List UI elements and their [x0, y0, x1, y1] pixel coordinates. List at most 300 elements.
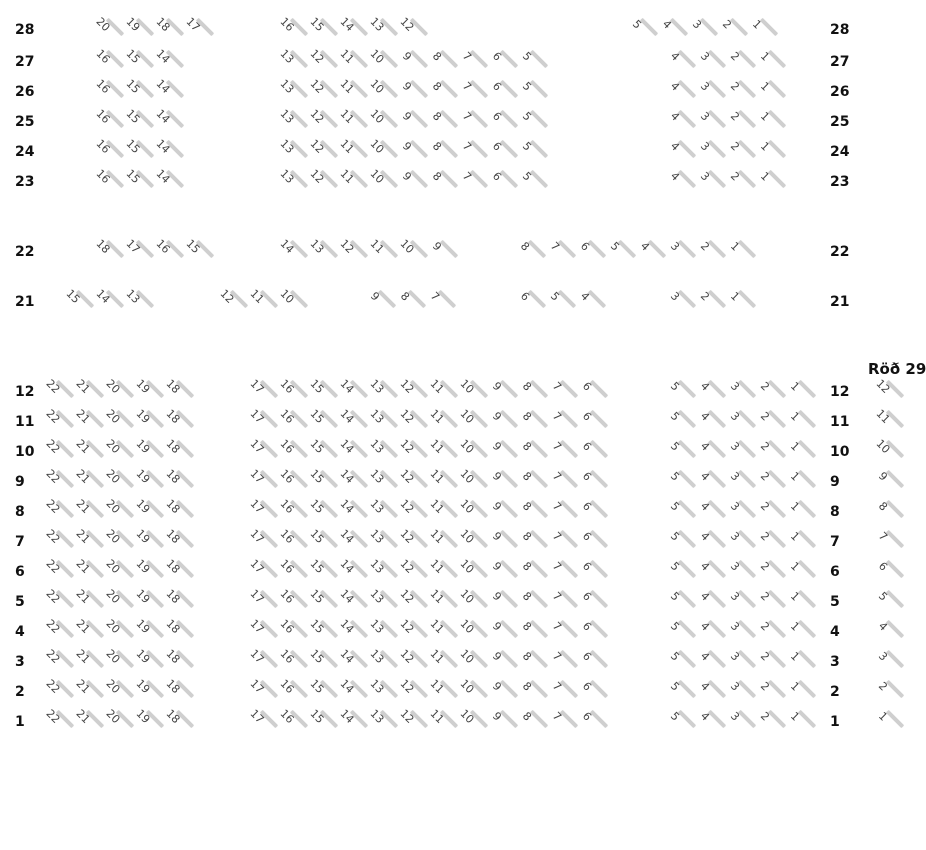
- seat-r4-3[interactable]: [724, 616, 754, 640]
- seat-r5-22[interactable]: [42, 586, 72, 610]
- seat-r23-2[interactable]: [724, 166, 754, 190]
- seat-r7-20[interactable]: [102, 526, 132, 550]
- seat-r6-6[interactable]: [576, 556, 606, 580]
- seat-r3-16[interactable]: [276, 646, 306, 670]
- seat-r11-4[interactable]: [694, 406, 724, 430]
- seat-r23-9[interactable]: [396, 166, 426, 190]
- seat-r28-3[interactable]: [686, 14, 716, 38]
- seat-r11-7[interactable]: [546, 406, 576, 430]
- seat-r27-4[interactable]: [664, 46, 694, 70]
- seat-r7-2[interactable]: [754, 526, 784, 550]
- seat-r9-10[interactable]: [456, 466, 486, 490]
- seat-r4-12[interactable]: [396, 616, 426, 640]
- seat-r24-3[interactable]: [694, 136, 724, 160]
- seat-r11-11[interactable]: [426, 406, 456, 430]
- seat-r2-6[interactable]: [576, 676, 606, 700]
- seat-r3-1[interactable]: [784, 646, 814, 670]
- seat-r8-1[interactable]: [784, 496, 814, 520]
- seat-r4-8[interactable]: [516, 616, 546, 640]
- seat-r24-15[interactable]: [122, 136, 152, 160]
- seat-r8-15[interactable]: [306, 496, 336, 520]
- seat-r25-12[interactable]: [306, 106, 336, 130]
- seat-r25-16[interactable]: [92, 106, 122, 130]
- seat-r6-2[interactable]: [754, 556, 784, 580]
- seat-r8-13[interactable]: [366, 496, 396, 520]
- seat-r24-1[interactable]: [754, 136, 784, 160]
- seat-r26-14[interactable]: [152, 76, 182, 100]
- seat-r12-13[interactable]: [366, 376, 396, 400]
- seat-r25-8[interactable]: [426, 106, 456, 130]
- seat-r28-17[interactable]: [182, 14, 212, 38]
- seat-r6-5[interactable]: [664, 556, 694, 580]
- seat-r2-10[interactable]: [456, 676, 486, 700]
- seat-r1-18[interactable]: [162, 706, 192, 730]
- seat-r6-18[interactable]: [162, 556, 192, 580]
- seat-r22-11[interactable]: [366, 236, 396, 260]
- seat-r24-8[interactable]: [426, 136, 456, 160]
- seat-r5-12[interactable]: [396, 586, 426, 610]
- seat-r27-12[interactable]: [306, 46, 336, 70]
- seat-r11-10[interactable]: [456, 406, 486, 430]
- seat-r1-20[interactable]: [102, 706, 132, 730]
- seat-r12-8[interactable]: [516, 376, 546, 400]
- seat-r26-4[interactable]: [664, 76, 694, 100]
- seat-r10-10[interactable]: [456, 436, 486, 460]
- seat-r12-10[interactable]: [456, 376, 486, 400]
- seat-r28-12[interactable]: [396, 14, 426, 38]
- seat-r2-4[interactable]: [694, 676, 724, 700]
- seat-r5-6[interactable]: [576, 586, 606, 610]
- seat-r25-9[interactable]: [396, 106, 426, 130]
- seat-r5-1[interactable]: [784, 586, 814, 610]
- seat-r28-5[interactable]: [626, 14, 656, 38]
- seat-r27-6[interactable]: [486, 46, 516, 70]
- seat-r5-21[interactable]: [72, 586, 102, 610]
- seat-r8-4[interactable]: [694, 496, 724, 520]
- seat-r10-19[interactable]: [132, 436, 162, 460]
- seat-r27-10[interactable]: [366, 46, 396, 70]
- seat-r28-14[interactable]: [336, 14, 366, 38]
- seat-r10-8[interactable]: [516, 436, 546, 460]
- seat-r27-16[interactable]: [92, 46, 122, 70]
- seat-r12-12[interactable]: [396, 376, 426, 400]
- seat-r22-15[interactable]: [182, 236, 212, 260]
- seat-r3-15[interactable]: [306, 646, 336, 670]
- seat-r21-2[interactable]: [694, 286, 724, 310]
- seat-r24-13[interactable]: [276, 136, 306, 160]
- seat-r4-6[interactable]: [576, 616, 606, 640]
- seat-r9-20[interactable]: [102, 466, 132, 490]
- seat-r29-12[interactable]: [872, 376, 902, 400]
- seat-r9-1[interactable]: [784, 466, 814, 490]
- seat-r4-17[interactable]: [246, 616, 276, 640]
- seat-r10-14[interactable]: [336, 436, 366, 460]
- seat-r1-16[interactable]: [276, 706, 306, 730]
- seat-r7-22[interactable]: [42, 526, 72, 550]
- seat-r5-10[interactable]: [456, 586, 486, 610]
- seat-r2-5[interactable]: [664, 676, 694, 700]
- seat-r23-14[interactable]: [152, 166, 182, 190]
- seat-r11-20[interactable]: [102, 406, 132, 430]
- seat-r8-2[interactable]: [754, 496, 784, 520]
- seat-r2-9[interactable]: [486, 676, 516, 700]
- seat-r27-13[interactable]: [276, 46, 306, 70]
- seat-r10-7[interactable]: [546, 436, 576, 460]
- seat-r28-19[interactable]: [122, 14, 152, 38]
- seat-r22-8[interactable]: [514, 236, 544, 260]
- seat-r23-3[interactable]: [694, 166, 724, 190]
- seat-r26-8[interactable]: [426, 76, 456, 100]
- seat-r26-13[interactable]: [276, 76, 306, 100]
- seat-r25-10[interactable]: [366, 106, 396, 130]
- seat-r28-16[interactable]: [276, 14, 306, 38]
- seat-r4-20[interactable]: [102, 616, 132, 640]
- seat-r4-7[interactable]: [546, 616, 576, 640]
- seat-r7-15[interactable]: [306, 526, 336, 550]
- seat-r9-5[interactable]: [664, 466, 694, 490]
- seat-r25-3[interactable]: [694, 106, 724, 130]
- seat-r6-17[interactable]: [246, 556, 276, 580]
- seat-r26-7[interactable]: [456, 76, 486, 100]
- seat-r6-1[interactable]: [784, 556, 814, 580]
- seat-r27-11[interactable]: [336, 46, 366, 70]
- seat-r6-11[interactable]: [426, 556, 456, 580]
- seat-r4-15[interactable]: [306, 616, 336, 640]
- seat-r4-2[interactable]: [754, 616, 784, 640]
- seat-r7-6[interactable]: [576, 526, 606, 550]
- seat-r21-3[interactable]: [664, 286, 694, 310]
- seat-r9-18[interactable]: [162, 466, 192, 490]
- seat-r3-7[interactable]: [546, 646, 576, 670]
- seat-r8-21[interactable]: [72, 496, 102, 520]
- seat-r1-8[interactable]: [516, 706, 546, 730]
- seat-r8-8[interactable]: [516, 496, 546, 520]
- seat-r8-10[interactable]: [456, 496, 486, 520]
- seat-r5-20[interactable]: [102, 586, 132, 610]
- seat-r7-12[interactable]: [396, 526, 426, 550]
- seat-r29-3[interactable]: [872, 646, 902, 670]
- seat-r24-6[interactable]: [486, 136, 516, 160]
- seat-r29-10[interactable]: [872, 436, 902, 460]
- seat-r3-20[interactable]: [102, 646, 132, 670]
- seat-r4-5[interactable]: [664, 616, 694, 640]
- seat-r23-5[interactable]: [516, 166, 546, 190]
- seat-r8-16[interactable]: [276, 496, 306, 520]
- seat-r3-17[interactable]: [246, 646, 276, 670]
- seat-r7-5[interactable]: [664, 526, 694, 550]
- seat-r12-2[interactable]: [754, 376, 784, 400]
- seat-r3-9[interactable]: [486, 646, 516, 670]
- seat-r10-13[interactable]: [366, 436, 396, 460]
- seat-r12-15[interactable]: [306, 376, 336, 400]
- seat-r22-5[interactable]: [604, 236, 634, 260]
- seat-r11-16[interactable]: [276, 406, 306, 430]
- seat-r8-9[interactable]: [486, 496, 516, 520]
- seat-r5-11[interactable]: [426, 586, 456, 610]
- seat-r22-6[interactable]: [574, 236, 604, 260]
- seat-r1-3[interactable]: [724, 706, 754, 730]
- seat-r9-3[interactable]: [724, 466, 754, 490]
- seat-r1-21[interactable]: [72, 706, 102, 730]
- seat-r25-5[interactable]: [516, 106, 546, 130]
- seat-r11-19[interactable]: [132, 406, 162, 430]
- seat-r24-11[interactable]: [336, 136, 366, 160]
- seat-r7-11[interactable]: [426, 526, 456, 550]
- seat-r10-17[interactable]: [246, 436, 276, 460]
- seat-r7-4[interactable]: [694, 526, 724, 550]
- seat-r24-7[interactable]: [456, 136, 486, 160]
- seat-r8-6[interactable]: [576, 496, 606, 520]
- seat-r27-9[interactable]: [396, 46, 426, 70]
- seat-r6-21[interactable]: [72, 556, 102, 580]
- seat-r25-14[interactable]: [152, 106, 182, 130]
- seat-r22-3[interactable]: [664, 236, 694, 260]
- seat-r26-1[interactable]: [754, 76, 784, 100]
- seat-r10-18[interactable]: [162, 436, 192, 460]
- seat-r26-2[interactable]: [724, 76, 754, 100]
- seat-r24-16[interactable]: [92, 136, 122, 160]
- seat-r2-22[interactable]: [42, 676, 72, 700]
- seat-r3-22[interactable]: [42, 646, 72, 670]
- seat-r5-19[interactable]: [132, 586, 162, 610]
- seat-r9-4[interactable]: [694, 466, 724, 490]
- seat-r4-18[interactable]: [162, 616, 192, 640]
- seat-r10-2[interactable]: [754, 436, 784, 460]
- seat-r11-14[interactable]: [336, 406, 366, 430]
- seat-r26-3[interactable]: [694, 76, 724, 100]
- seat-r7-17[interactable]: [246, 526, 276, 550]
- seat-r4-14[interactable]: [336, 616, 366, 640]
- seat-r22-14[interactable]: [276, 236, 306, 260]
- seat-r25-4[interactable]: [664, 106, 694, 130]
- seat-r22-16[interactable]: [152, 236, 182, 260]
- seat-r7-3[interactable]: [724, 526, 754, 550]
- seat-r23-10[interactable]: [366, 166, 396, 190]
- seat-r5-17[interactable]: [246, 586, 276, 610]
- seat-r23-16[interactable]: [92, 166, 122, 190]
- seat-r5-13[interactable]: [366, 586, 396, 610]
- seat-r1-14[interactable]: [336, 706, 366, 730]
- seat-r2-19[interactable]: [132, 676, 162, 700]
- seat-r1-7[interactable]: [546, 706, 576, 730]
- seat-r10-16[interactable]: [276, 436, 306, 460]
- seat-r21-5[interactable]: [544, 286, 574, 310]
- seat-r23-7[interactable]: [456, 166, 486, 190]
- seat-r6-15[interactable]: [306, 556, 336, 580]
- seat-r11-1[interactable]: [784, 406, 814, 430]
- seat-r9-12[interactable]: [396, 466, 426, 490]
- seat-r8-20[interactable]: [102, 496, 132, 520]
- seat-r27-3[interactable]: [694, 46, 724, 70]
- seat-r9-13[interactable]: [366, 466, 396, 490]
- seat-r27-14[interactable]: [152, 46, 182, 70]
- seat-r6-4[interactable]: [694, 556, 724, 580]
- seat-r24-12[interactable]: [306, 136, 336, 160]
- seat-r9-6[interactable]: [576, 466, 606, 490]
- seat-r11-5[interactable]: [664, 406, 694, 430]
- seat-r3-5[interactable]: [664, 646, 694, 670]
- seat-r27-15[interactable]: [122, 46, 152, 70]
- seat-r29-2[interactable]: [872, 676, 902, 700]
- seat-r28-15[interactable]: [306, 14, 336, 38]
- seat-r5-14[interactable]: [336, 586, 366, 610]
- seat-r4-16[interactable]: [276, 616, 306, 640]
- seat-r8-14[interactable]: [336, 496, 366, 520]
- seat-r3-10[interactable]: [456, 646, 486, 670]
- seat-r7-16[interactable]: [276, 526, 306, 550]
- seat-r26-15[interactable]: [122, 76, 152, 100]
- seat-r10-20[interactable]: [102, 436, 132, 460]
- seat-r9-9[interactable]: [486, 466, 516, 490]
- seat-r28-4[interactable]: [656, 14, 686, 38]
- seat-r22-13[interactable]: [306, 236, 336, 260]
- seat-r25-1[interactable]: [754, 106, 784, 130]
- seat-r22-9[interactable]: [426, 236, 456, 260]
- seat-r9-14[interactable]: [336, 466, 366, 490]
- seat-r9-8[interactable]: [516, 466, 546, 490]
- seat-r27-8[interactable]: [426, 46, 456, 70]
- seat-r6-20[interactable]: [102, 556, 132, 580]
- seat-r6-8[interactable]: [516, 556, 546, 580]
- seat-r11-18[interactable]: [162, 406, 192, 430]
- seat-r2-8[interactable]: [516, 676, 546, 700]
- seat-r22-18[interactable]: [92, 236, 122, 260]
- seat-r26-10[interactable]: [366, 76, 396, 100]
- seat-r1-12[interactable]: [396, 706, 426, 730]
- seat-r11-22[interactable]: [42, 406, 72, 430]
- seat-r28-2[interactable]: [716, 14, 746, 38]
- seat-r12-6[interactable]: [576, 376, 606, 400]
- seat-r28-1[interactable]: [746, 14, 776, 38]
- seat-r25-15[interactable]: [122, 106, 152, 130]
- seat-r3-19[interactable]: [132, 646, 162, 670]
- seat-r4-22[interactable]: [42, 616, 72, 640]
- seat-r2-11[interactable]: [426, 676, 456, 700]
- seat-r7-9[interactable]: [486, 526, 516, 550]
- seat-r12-19[interactable]: [132, 376, 162, 400]
- seat-r2-7[interactable]: [546, 676, 576, 700]
- seat-r5-15[interactable]: [306, 586, 336, 610]
- seat-r21-8[interactable]: [394, 286, 424, 310]
- seat-r10-3[interactable]: [724, 436, 754, 460]
- seat-r7-10[interactable]: [456, 526, 486, 550]
- seat-r7-8[interactable]: [516, 526, 546, 550]
- seat-r8-12[interactable]: [396, 496, 426, 520]
- seat-r11-3[interactable]: [724, 406, 754, 430]
- seat-r27-1[interactable]: [754, 46, 784, 70]
- seat-r5-16[interactable]: [276, 586, 306, 610]
- seat-r9-17[interactable]: [246, 466, 276, 490]
- seat-r22-4[interactable]: [634, 236, 664, 260]
- seat-r7-14[interactable]: [336, 526, 366, 550]
- seat-r5-18[interactable]: [162, 586, 192, 610]
- seat-r25-7[interactable]: [456, 106, 486, 130]
- seat-r2-18[interactable]: [162, 676, 192, 700]
- seat-r11-12[interactable]: [396, 406, 426, 430]
- seat-r23-11[interactable]: [336, 166, 366, 190]
- seat-r24-4[interactable]: [664, 136, 694, 160]
- seat-r22-17[interactable]: [122, 236, 152, 260]
- seat-r4-11[interactable]: [426, 616, 456, 640]
- seat-r2-14[interactable]: [336, 676, 366, 700]
- seat-r12-4[interactable]: [694, 376, 724, 400]
- seat-r1-9[interactable]: [486, 706, 516, 730]
- seat-r11-6[interactable]: [576, 406, 606, 430]
- seat-r21-11[interactable]: [246, 286, 276, 310]
- seat-r8-3[interactable]: [724, 496, 754, 520]
- seat-r3-18[interactable]: [162, 646, 192, 670]
- seat-r8-22[interactable]: [42, 496, 72, 520]
- seat-r12-5[interactable]: [664, 376, 694, 400]
- seat-r1-6[interactable]: [576, 706, 606, 730]
- seat-r22-2[interactable]: [694, 236, 724, 260]
- seat-r21-13[interactable]: [122, 286, 152, 310]
- seat-r3-8[interactable]: [516, 646, 546, 670]
- seat-r27-7[interactable]: [456, 46, 486, 70]
- seat-r10-4[interactable]: [694, 436, 724, 460]
- seat-r26-12[interactable]: [306, 76, 336, 100]
- seat-r12-20[interactable]: [102, 376, 132, 400]
- seat-r27-5[interactable]: [516, 46, 546, 70]
- seat-r21-12[interactable]: [216, 286, 246, 310]
- seat-r26-6[interactable]: [486, 76, 516, 100]
- seat-r11-17[interactable]: [246, 406, 276, 430]
- seat-r10-12[interactable]: [396, 436, 426, 460]
- seat-r24-10[interactable]: [366, 136, 396, 160]
- seat-r23-1[interactable]: [754, 166, 784, 190]
- seat-r7-21[interactable]: [72, 526, 102, 550]
- seat-r26-5[interactable]: [516, 76, 546, 100]
- seat-r3-14[interactable]: [336, 646, 366, 670]
- seat-r7-7[interactable]: [546, 526, 576, 550]
- seat-r21-15[interactable]: [62, 286, 92, 310]
- seat-r6-16[interactable]: [276, 556, 306, 580]
- seat-r6-12[interactable]: [396, 556, 426, 580]
- seat-r2-21[interactable]: [72, 676, 102, 700]
- seat-r12-17[interactable]: [246, 376, 276, 400]
- seat-r21-14[interactable]: [92, 286, 122, 310]
- seat-r1-19[interactable]: [132, 706, 162, 730]
- seat-r7-1[interactable]: [784, 526, 814, 550]
- seat-r23-4[interactable]: [664, 166, 694, 190]
- seat-r3-12[interactable]: [396, 646, 426, 670]
- seat-r2-2[interactable]: [754, 676, 784, 700]
- seat-r10-6[interactable]: [576, 436, 606, 460]
- seat-r3-6[interactable]: [576, 646, 606, 670]
- seat-r7-13[interactable]: [366, 526, 396, 550]
- seat-r12-3[interactable]: [724, 376, 754, 400]
- seat-r6-10[interactable]: [456, 556, 486, 580]
- seat-r2-1[interactable]: [784, 676, 814, 700]
- seat-r23-15[interactable]: [122, 166, 152, 190]
- seat-r24-9[interactable]: [396, 136, 426, 160]
- seat-r12-7[interactable]: [546, 376, 576, 400]
- seat-r1-5[interactable]: [664, 706, 694, 730]
- seat-r11-2[interactable]: [754, 406, 784, 430]
- seat-r22-12[interactable]: [336, 236, 366, 260]
- seat-r21-1[interactable]: [724, 286, 754, 310]
- seat-r10-11[interactable]: [426, 436, 456, 460]
- seat-r5-3[interactable]: [724, 586, 754, 610]
- seat-r28-20[interactable]: [92, 14, 122, 38]
- seat-r9-15[interactable]: [306, 466, 336, 490]
- seat-r12-14[interactable]: [336, 376, 366, 400]
- seat-r10-22[interactable]: [42, 436, 72, 460]
- seat-r29-11[interactable]: [872, 406, 902, 430]
- seat-r3-4[interactable]: [694, 646, 724, 670]
- seat-r22-1[interactable]: [724, 236, 754, 260]
- seat-r9-21[interactable]: [72, 466, 102, 490]
